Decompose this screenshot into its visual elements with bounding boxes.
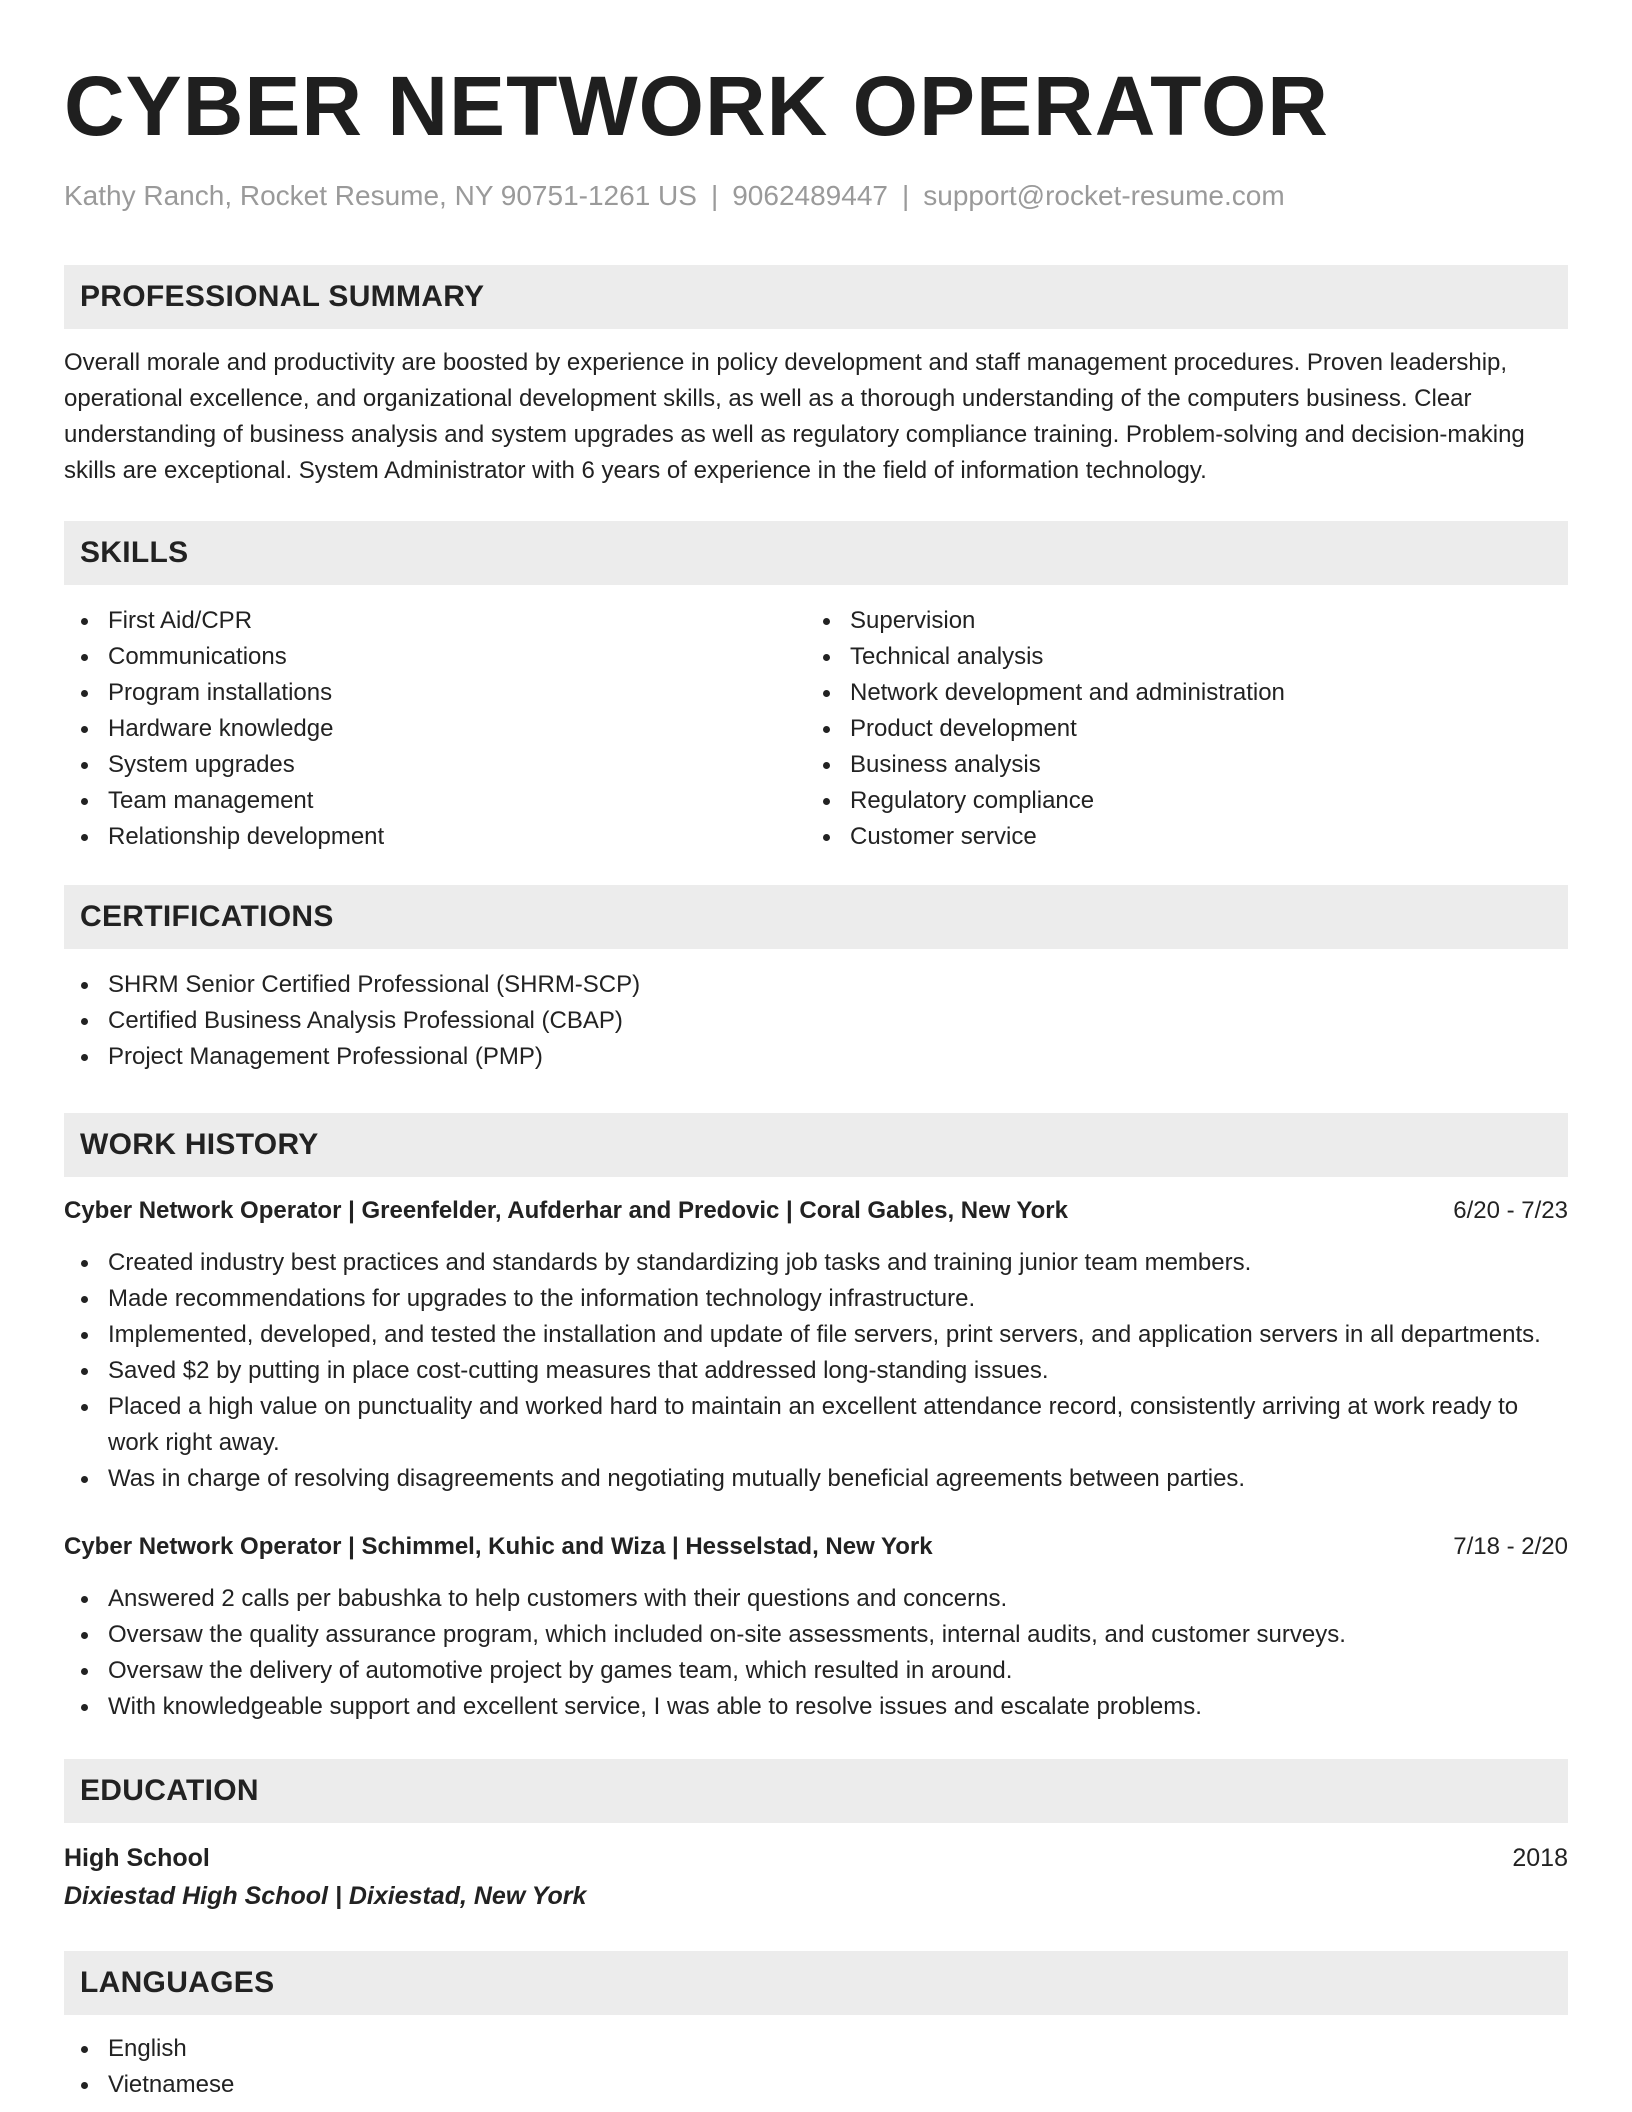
job-bullet: Answered 2 calls per babushka to help customers with their questions and concerns. [64,1581,1568,1617]
skill-item: Technical analysis [806,639,1548,675]
contact-email: support@rocket-resume.com [923,180,1285,211]
skill-item: Product development [806,711,1548,747]
education-header [64,1839,1568,1877]
job-heading: Cyber Network Operator | Schimmel, Kuhic and Wiza | Hesselstad, New York [64,1533,933,1560]
skill-item: Team management [64,783,806,819]
language-item: English [64,2031,1568,2067]
section-header-skills: SKILLS [64,521,1568,585]
job-bullet: Oversaw the quality assurance program, which included on-site assessments, internal audits, and customer surveys. [64,1617,1568,1653]
job-dates: 6/20 - 7/23 [1453,1197,1568,1224]
skill-item: Program installations [64,675,806,711]
job-bullets [64,1245,1568,1497]
job-entry [64,1193,1568,1497]
section-header-summary: PROFESSIONAL SUMMARY [64,265,1568,329]
job-entry [64,1529,1568,1725]
education-year: 2018 [1512,1844,1568,1872]
resume-name: CYBER NETWORK OPERATOR [64,59,1329,153]
skill-item: Regulatory compliance [806,783,1548,819]
job-bullet: Made recommendations for upgrades to the information technology infrastructure. [64,1281,1568,1317]
job-dates: 7/18 - 2/20 [1453,1533,1568,1560]
certifications-list [64,967,1568,1075]
skill-item: First Aid/CPR [64,603,806,639]
section-header-work-history: WORK HISTORY [64,1113,1568,1177]
skills-list-left [64,603,806,855]
certification-item: SHRM Senior Certified Professional (SHRM-SCP) [64,967,1568,1003]
section-header-certifications: CERTIFICATIONS [64,885,1568,949]
skill-item: Communications [64,639,806,675]
certification-item: Certified Business Analysis Professional (CBAP) [64,1003,1568,1039]
job-bullet: Was in charge of resolving disagreements and negotiating mutually beneficial agreements between parties. [64,1461,1568,1497]
job-header [64,1193,1568,1229]
contact-line [64,178,1568,214]
skill-item: Business analysis [806,747,1548,783]
contact-address: Kathy Ranch, Rocket Resume, NY 90751-1261 US [64,180,697,211]
section-header-education: EDUCATION [64,1759,1568,1823]
skill-item: Customer service [806,819,1548,855]
skill-item: System upgrades [64,747,806,783]
job-bullet: Implemented, developed, and tested the installation and update of file servers, print servers, and application servers in all departments. [64,1317,1568,1353]
contact-separator: | [901,180,910,211]
skill-item: Relationship development [64,819,806,855]
job-bullets [64,1581,1568,1725]
contact-phone: 9062489447 [732,180,888,211]
skill-item: Hardware knowledge [64,711,806,747]
education-degree: High School [64,1844,210,1872]
job-bullet: Placed a high value on punctuality and worked hard to maintain an excellent attendance record, consistently arriving at work ready to work right away. [64,1389,1568,1461]
job-heading: Cyber Network Operator | Greenfelder, Aufderhar and Predovic | Coral Gables, New York [64,1197,1068,1224]
languages-list [64,2031,1568,2103]
education-school: Dixiestad High School | Dixiestad, New York [64,1882,587,1910]
job-bullet: Oversaw the delivery of automotive project by games team, which resulted in around. [64,1653,1568,1689]
skills-grid [64,603,1568,855]
education-entry [64,1839,1568,1915]
job-header [64,1529,1568,1565]
language-item: Vietnamese [64,2067,1568,2103]
summary-text: Overall morale and productivity are boosted by experience in policy development and staff management procedures. Proven leadership, operational excellence, and organizational development skills, as well as a thorough understanding of the computers business. Clear understanding of business analysis and system upgrades as well as regulatory compliance training. Problem-solving and decision-making skills are exceptional. System Administrator with 6 years of experience in the field of information technology. [64,349,1525,484]
job-bullet: Saved $2 by putting in place cost-cutting measures that addressed long-standing issues. [64,1353,1568,1389]
skills-list-right [806,603,1548,855]
job-bullet: With knowledgeable support and excellent service, I was able to resolve issues and escalate problems. [64,1689,1568,1725]
skill-item: Network development and administration [806,675,1548,711]
certification-item: Project Management Professional (PMP) [64,1039,1568,1075]
section-header-languages: LANGUAGES [64,1951,1568,2015]
skill-item: Supervision [806,603,1548,639]
contact-separator: | [710,180,719,211]
job-bullet: Created industry best practices and standards by standardizing job tasks and training junior team members. [64,1245,1568,1281]
